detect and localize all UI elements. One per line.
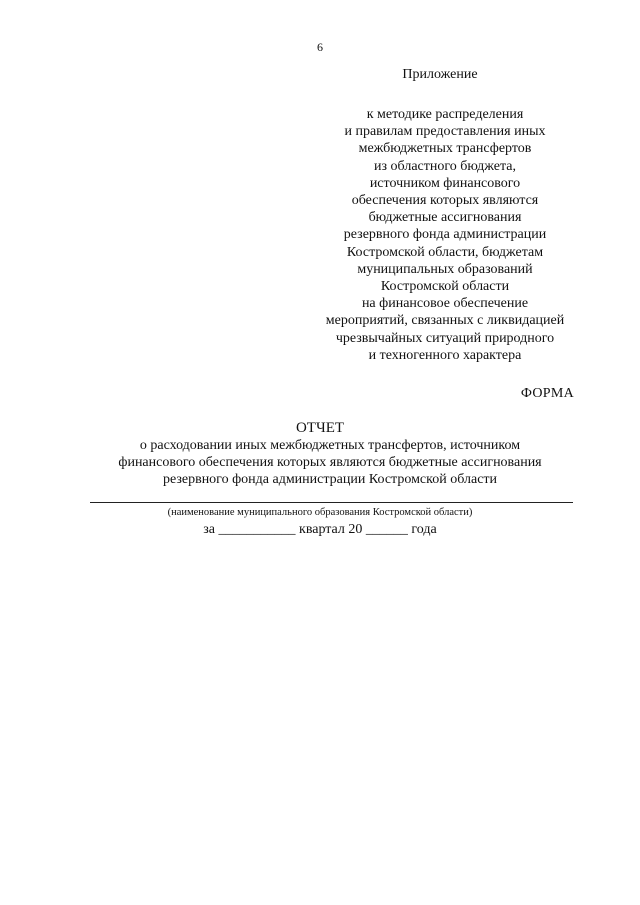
appendix-text [300, 106, 590, 364]
reporting-period-line [0, 521, 640, 538]
appendix-line: Костромской области [380, 279, 510, 295]
report-subtitle-line: о расходовании иных межбюджетных трансфертов, источником [139, 438, 521, 453]
appendix-line: резервного фонда администрации [343, 227, 547, 243]
appendix-line: муниципальных образований [357, 261, 533, 277]
year-blank: ______ [362, 522, 408, 537]
appendix-line: мероприятий, связанных с ликвидацией [325, 313, 565, 329]
appendix-line: из областного бюджета, [374, 158, 516, 174]
report-subtitle-line: резервного фонда администрации Костромской области [162, 472, 498, 488]
quarter-blank: ___________ [218, 522, 296, 537]
form-label: ФОРМА [520, 386, 574, 401]
appendix-line: обеспечения которых являются [351, 193, 539, 209]
page-number: 6 [317, 40, 323, 54]
appendix-line: к методике распределения [366, 107, 524, 122]
appendix-title: Приложение [402, 67, 478, 82]
appendix-line: бюджетные ассигнования [368, 210, 522, 226]
municipality-caption: (наименование муниципального образования Костромской области) [167, 507, 473, 518]
appendix-line: и техногенного характера [368, 347, 522, 363]
report-subtitle [60, 437, 600, 489]
report-subtitle-line: финансового обеспечения которых являются бюджетные ассигнования [118, 455, 542, 471]
period-middle: квартал 20 [299, 522, 363, 537]
appendix-line: на финансовое обеспечение [361, 296, 529, 312]
period-suffix: года [411, 522, 437, 537]
report-title: ОТЧЕТ [295, 420, 345, 436]
period-prefix: за [203, 522, 216, 537]
appendix-line: межбюджетных трансфертов [358, 141, 532, 157]
appendix-line: чрезвычайных ситуаций природного [335, 330, 555, 346]
appendix-line: источником финансового [369, 175, 521, 191]
appendix-line: Костромской области, бюджетам [346, 244, 544, 260]
municipality-blank-line [90, 502, 573, 503]
appendix-line: и правилам предоставления иных [344, 124, 546, 140]
